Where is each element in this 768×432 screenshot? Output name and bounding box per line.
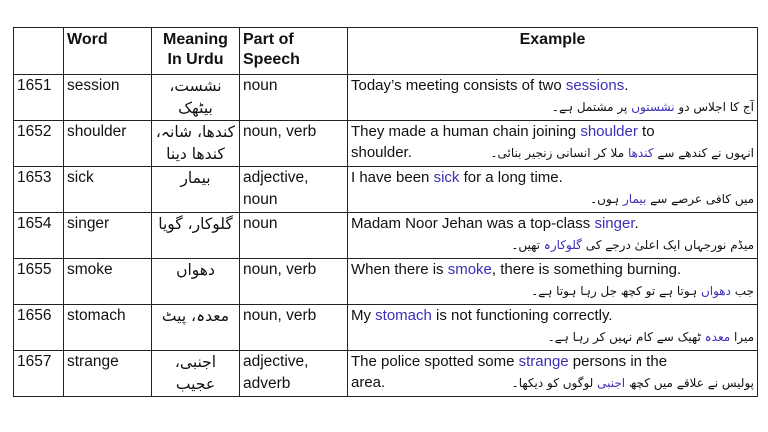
example-text: جب: [730, 284, 754, 298]
entry-part-of-speech: noun, verb: [240, 259, 348, 305]
entry-number: 1652: [14, 121, 64, 167]
example-highlight: sessions: [565, 77, 625, 94]
entry-number: 1654: [14, 213, 64, 259]
example-text: میڈم نورجہاں ایک اعلیٰ درجے کی: [581, 238, 754, 252]
example-english-continued: area.: [351, 374, 386, 391]
example-text: , there is something burning.: [491, 261, 682, 278]
entry-number: 1655: [14, 259, 64, 305]
entry-part-of-speech: adjective, adverb: [240, 351, 348, 397]
entry-number: 1657: [14, 351, 64, 397]
example-text: When there is: [351, 261, 448, 278]
example-urdu: [351, 280, 754, 302]
example-urdu: [351, 234, 754, 256]
example-text: .: [624, 77, 629, 94]
example-text: تھیں۔: [511, 238, 544, 252]
header-row: [14, 28, 758, 75]
table-row: [14, 213, 758, 259]
example-highlight: اجنبی: [597, 376, 626, 390]
entry-example: [348, 305, 758, 351]
entry-word: singer: [64, 213, 152, 259]
example-text: انہوں نے کندھے سے: [653, 146, 754, 160]
example-text: Today’s meeting consists of two: [351, 77, 566, 94]
example-text: لوگوں کو دیکھا۔: [511, 376, 598, 390]
example-text: They made a human chain joining: [351, 123, 581, 140]
example-text: ہوں۔: [590, 192, 623, 206]
example-urdu: [490, 142, 754, 164]
example-english: [351, 75, 754, 96]
example-highlight: stomach: [375, 307, 432, 324]
example-text: The police spotted some: [351, 353, 519, 370]
example-text: ٹھیک سے کام نہیں کر رہا ہے۔: [547, 330, 705, 344]
entry-urdu-meaning: کندھا، شانہ، کندھا دینا: [152, 121, 240, 167]
example-urdu: [351, 326, 754, 348]
entry-word: smoke: [64, 259, 152, 305]
entry-example: [348, 351, 758, 397]
table-row: [14, 259, 758, 305]
entry-example: [348, 75, 758, 121]
entry-urdu-meaning: دھواں: [152, 259, 240, 305]
example-english: [351, 305, 754, 326]
entry-word: session: [64, 75, 152, 121]
example-highlight: sick: [433, 169, 460, 186]
example-highlight: shoulder: [580, 123, 638, 140]
entry-urdu-meaning: اجنبی، عجیب: [152, 351, 240, 397]
example-highlight: singer: [594, 215, 635, 232]
example-highlight: معدہ: [704, 330, 731, 344]
entry-part-of-speech: noun: [240, 75, 348, 121]
example-text: میں کافی عرصے سے: [646, 192, 754, 206]
entry-word: strange: [64, 351, 152, 397]
example-text: ملا کر انسانی زنجیر بنائی۔: [490, 146, 628, 160]
example-second-line: [351, 372, 754, 394]
entry-number: 1651: [14, 75, 64, 121]
example-text: My: [351, 307, 376, 324]
table-row: [14, 351, 758, 397]
example-second-line: [351, 142, 754, 164]
header-number: [14, 28, 64, 75]
entry-urdu-meaning: بیمار: [152, 167, 240, 213]
example-english: [351, 167, 754, 188]
example-highlight: گلوکارہ: [543, 238, 582, 252]
table-row: [14, 167, 758, 213]
example-text: .: [634, 215, 639, 232]
header-example: Example: [348, 28, 758, 75]
example-text: میرا: [730, 330, 754, 344]
entry-word: stomach: [64, 305, 152, 351]
example-text: آج کا اجلاس دو: [674, 100, 754, 114]
table-row: [14, 305, 758, 351]
example-text: I have been: [351, 169, 434, 186]
example-text: ہوتا ہے تو کچھ جل رہا ہوتا ہے۔: [531, 284, 701, 298]
example-highlight: strange: [518, 353, 569, 370]
example-english-continued: shoulder.: [351, 144, 412, 161]
entry-word: sick: [64, 167, 152, 213]
example-english: [351, 121, 754, 142]
table-row: [14, 121, 758, 167]
entry-part-of-speech: noun, verb: [240, 121, 348, 167]
example-highlight: نشستوں: [631, 100, 675, 114]
entry-number: 1653: [14, 167, 64, 213]
example-text: پولیس نے علاقے میں کچھ: [625, 376, 754, 390]
entry-part-of-speech: adjective, noun: [240, 167, 348, 213]
example-text: Madam Noor Jehan was a top-class: [351, 215, 595, 232]
entry-example: [348, 121, 758, 167]
example-urdu: [351, 188, 754, 210]
example-english: [351, 213, 754, 234]
example-urdu: [351, 96, 754, 118]
entry-part-of-speech: noun, verb: [240, 305, 348, 351]
entry-example: [348, 213, 758, 259]
example-urdu: [512, 372, 754, 394]
example-highlight: کندھا: [627, 146, 654, 160]
example-highlight: دھواں: [700, 284, 731, 298]
header-meaning: Meaning In Urdu: [152, 28, 240, 75]
example-text: persons in the: [568, 353, 668, 370]
entry-urdu-meaning: نشست، بیٹھک: [152, 75, 240, 121]
example-text: پر مشتمل ہے۔: [551, 100, 632, 114]
example-highlight: بیمار: [623, 192, 647, 206]
entry-part-of-speech: noun: [240, 213, 348, 259]
entry-number: 1656: [14, 305, 64, 351]
table-row: [14, 75, 758, 121]
entry-urdu-meaning: معدہ، پیٹ: [152, 305, 240, 351]
entry-urdu-meaning: گلوکار، گویا: [152, 213, 240, 259]
example-text: is not functioning correctly.: [431, 307, 613, 324]
entry-example: [348, 259, 758, 305]
header-word: Word: [64, 28, 152, 75]
example-text: to: [637, 123, 655, 140]
entry-example: [348, 167, 758, 213]
vocabulary-table: [13, 27, 758, 397]
header-part-of-speech: Part of Speech: [240, 28, 348, 75]
table-body: [14, 75, 758, 397]
example-english: [351, 259, 754, 280]
example-highlight: smoke: [447, 261, 492, 278]
example-english: [351, 351, 754, 372]
entry-word: shoulder: [64, 121, 152, 167]
example-text: for a long time.: [459, 169, 563, 186]
